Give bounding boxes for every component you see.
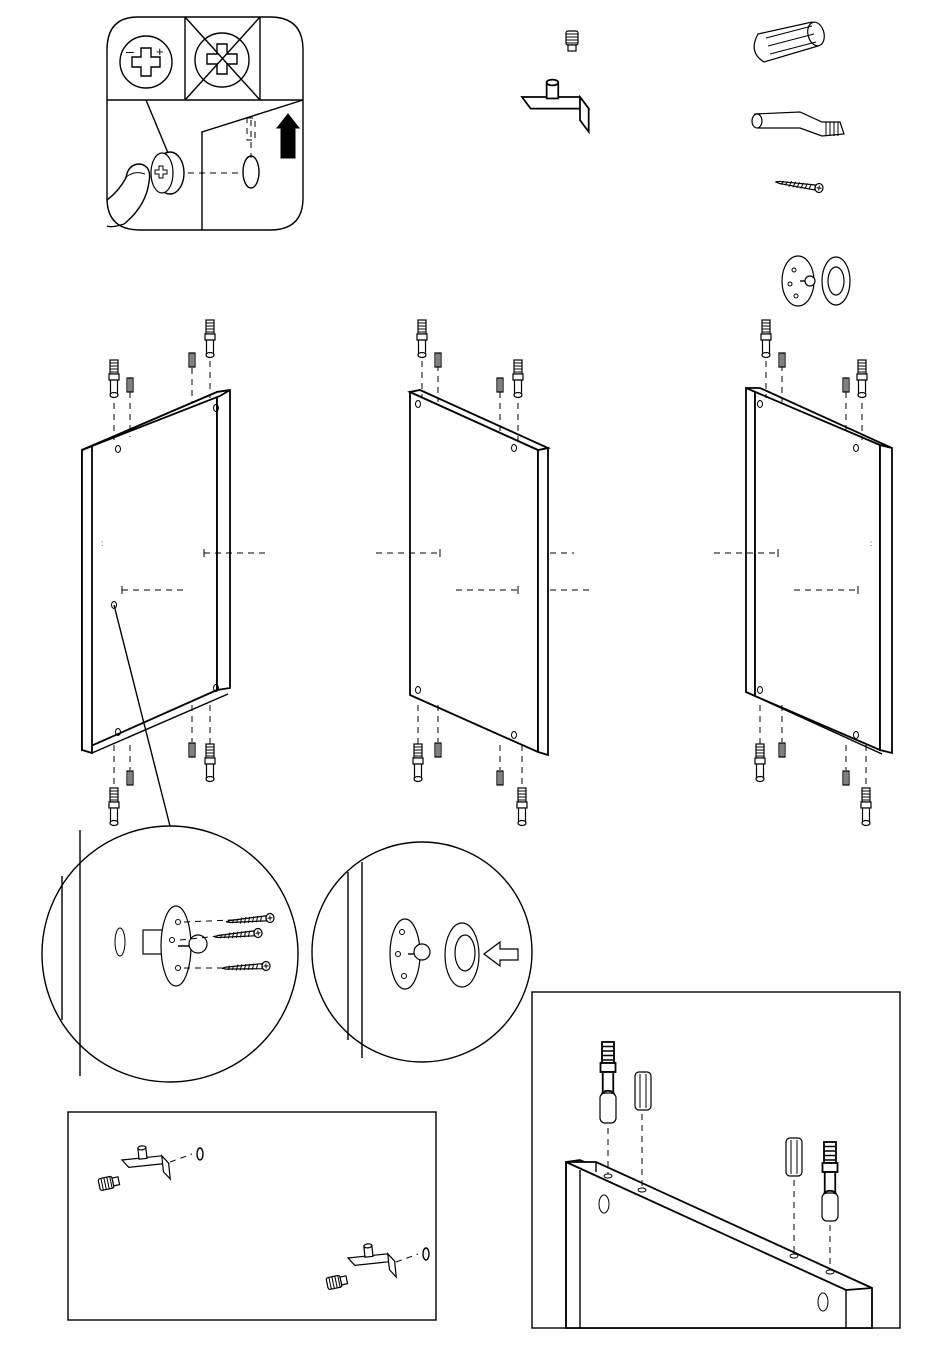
cam-lock-orientation-callout	[107, 17, 303, 230]
shelf-support-bracket-icon	[522, 80, 589, 132]
shelf-pin-detail-box	[68, 1112, 436, 1320]
right-side-panel	[714, 320, 892, 826]
svg-text::: :	[870, 539, 873, 548]
ball-catch-icon	[782, 256, 850, 306]
middle-divider-panel	[376, 320, 594, 826]
catch-mate-detail-callout	[312, 842, 532, 1062]
wooden-dowel-icon	[754, 20, 827, 62]
svg-text:–: –	[126, 43, 134, 59]
shelf-support-pin-icon	[566, 31, 578, 51]
wood-screw-icon	[775, 177, 824, 193]
svg-text:+: +	[156, 44, 164, 59]
dowel-bolt-detail-box	[532, 992, 900, 1328]
svg-text::: :	[101, 539, 104, 548]
left-side-panel	[82, 320, 268, 826]
cam-bolt-icon	[752, 112, 844, 136]
catch-screw-detail-callout	[42, 826, 298, 1082]
